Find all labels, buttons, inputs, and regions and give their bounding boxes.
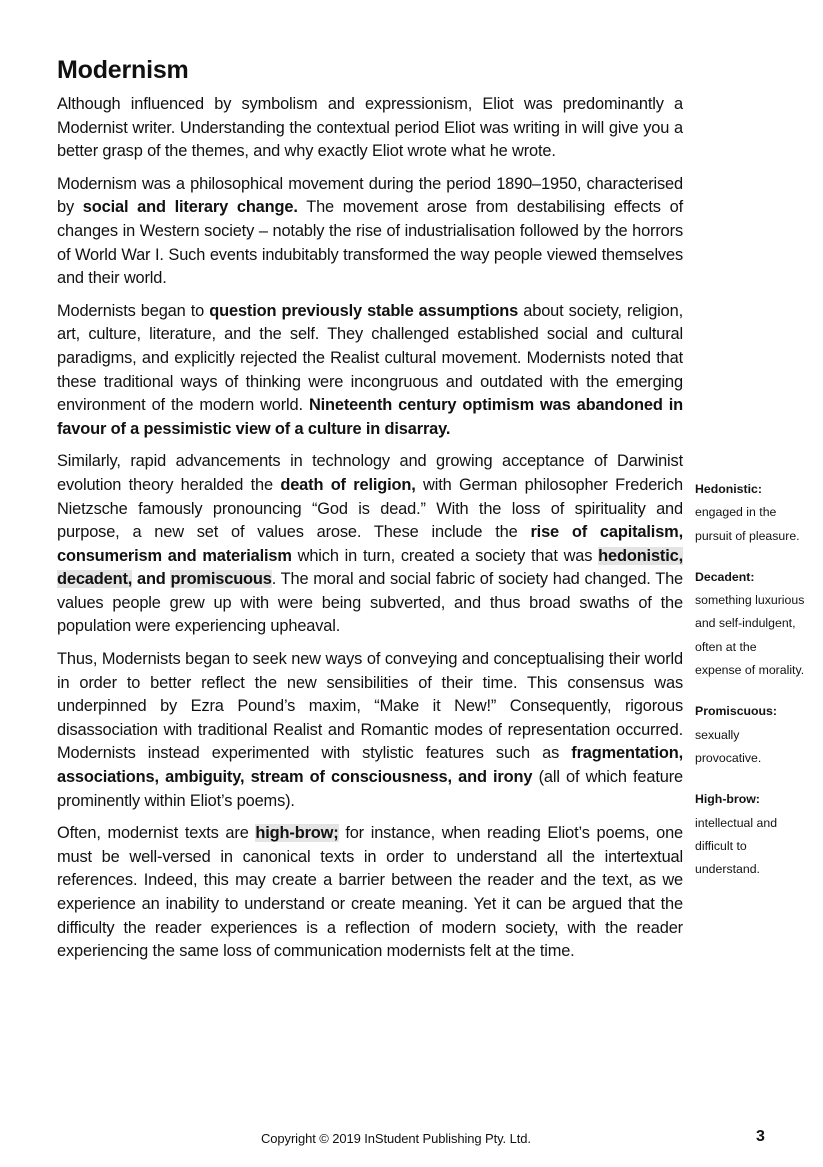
highlighted-term: high-brow; (255, 824, 339, 843)
bold-text: death of religion, (280, 475, 416, 494)
highlighted-term: promiscuous (170, 570, 272, 589)
glossary-entry-promiscuous (695, 700, 805, 770)
bold-text: and (132, 570, 171, 589)
text-run: The movement arose from destabilising effects of changes in Western society – notably the rise of industrialisation followed by the horrors of World War I. Such events indubitably transformed the way people viewed themselves and their world. (57, 198, 684, 288)
text-run: Although influenced by symbolism and expressionism, Eliot was predominantly a Modernist writer. Understanding the contextual period Eliot was writing in will give you a better grasp of the themes, and why exactly Eliot wrote what he wrote. (57, 95, 683, 161)
paragraph-high-brow (57, 822, 683, 964)
glossary-term: Promiscuous: (695, 704, 777, 719)
text-run: Often, modernist texts are (57, 824, 256, 843)
text-run: Similarly, rapid advancements in technology and growing acceptance of Darwinist evolution theory heralded the (57, 452, 683, 494)
paragraph-questioning (57, 300, 683, 442)
glossary-entry-decadent (695, 566, 805, 682)
text-run: . The moral and social fabric of society had changed. The values people grew up with were being subverted, and thus broad swaths of the population were experiencing upheaval. (57, 570, 683, 636)
page-number: 3 (756, 1128, 765, 1145)
glossary-entry-hedonistic (695, 478, 805, 548)
glossary-definition: intellectual and difficult to understand. (695, 815, 778, 877)
bold-text: question previously stable assumptions (209, 301, 519, 320)
text-run: for instance, when reading Eliot’s poems, one must be well-versed in canonical texts in order to understand all the intertextual references. Indeed, this may create a barrier between the reader and the text, as we experience an inability to understand or create meaning. Yet it can be argued that the difficulty the reader experiences is a reflection of modern society, with the reader experiencing the same loss of communication modernists felt at the time. (57, 824, 683, 961)
glossary-definition: something luxurious and self-indulgent, often at the expense of morality. (695, 593, 805, 678)
paragraph-death-of-religion (57, 450, 683, 639)
highlighted-term: decadent, (57, 570, 133, 589)
glossary-term: Decadent: (695, 569, 755, 584)
text-run: which in turn, created a society that was (291, 546, 599, 565)
glossary-term: High-brow: (695, 792, 760, 807)
page-title: Modernism (57, 56, 189, 84)
paragraph-definition (57, 173, 683, 291)
main-text (57, 93, 683, 973)
glossary-definition: sexually provocative. (695, 727, 762, 765)
text-run: about society, religion, art, culture, literature, and the self. They challenged established social and cultural paradigms, and explicitly rejected the Realist cultural movement. Modernists noted that these traditional ways of thinking were incongruous and outdated with the emerging environment of the modern world. (57, 301, 683, 415)
text-run: Thus, Modernists began to seek new ways of conveying and conceptualising their world in order to better reflect the new sensibilities of their time. This consensus was underpinned by Ezra Pound’s maxim, “Make it New!” Consequently, rigorous disassociation with traditional Realist and Romantic modes of representation occurred. Modernists instead experimented with stylistic features such as (57, 650, 683, 763)
bold-text: social and literary change. (82, 198, 298, 217)
text-run: Modernism was a philosophical movement during the period 1890–1950, characterised by (57, 174, 683, 217)
glossary-term: Hedonistic: (695, 482, 762, 496)
text-run: with German philosopher Frederich Nietzsche famously pronouncing “God is dead.” With the loss of spirituality and purpose, a new set of values arose. These include the (57, 475, 683, 542)
glossary-definition: engaged in the pursuit of pleasure. (695, 505, 800, 543)
bold-text: fragmentation, associations, ambiguity, stream of consciousness, and irony (57, 744, 683, 787)
bold-text: Nineteenth century optimism was abandoned in favour of a pessimistic view of a culture in disarray. (57, 396, 683, 438)
glossary-sidebar (695, 478, 805, 899)
text-run: (all of which feature prominently within Eliot’s poems). (57, 768, 683, 810)
bold-text: rise of capitalism, consumerism and materialism (57, 523, 683, 565)
paragraph-new-ways (57, 648, 683, 813)
text-run: Modernists began to (57, 301, 210, 320)
glossary-entry-high-brow (695, 788, 805, 881)
paragraph-intro (57, 93, 683, 164)
highlighted-term: hedonistic, (598, 546, 684, 565)
footer-copyright: Copyright © 2019 InStudent Publishing Pty. Ltd. (261, 1131, 531, 1146)
